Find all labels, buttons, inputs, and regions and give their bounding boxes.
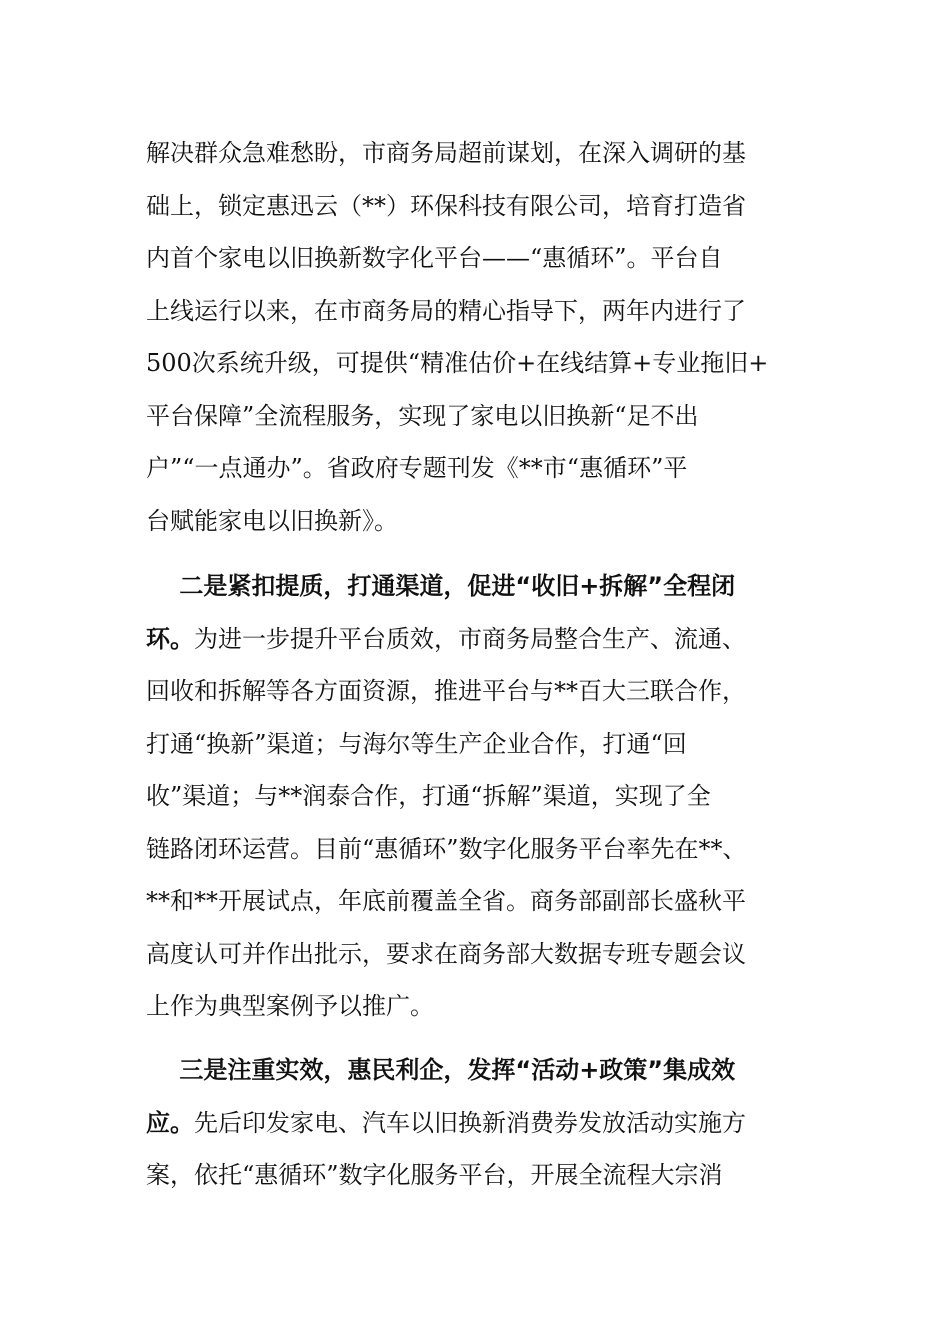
text-line: 上线运行以来，在市商务局的精心指导下，两年内进行了 [146, 296, 746, 325]
text-line: 收”渠道；与**润泰合作，打通“拆解”渠道，实现了全 [146, 782, 711, 810]
text-line: 回收和拆解等各方面资源，推进平台与**百大三联合作， [146, 677, 746, 705]
section-heading-end: 环。 [146, 624, 194, 653]
text-line-rest: 先后印发家电、汽车以旧换新消费券发放活动实施方 [194, 1108, 746, 1137]
text-line: 台赋能家电以旧换新》。 [146, 506, 398, 535]
section-heading: 三是注重实效，惠民利企，发挥“活动+政策”集成效 [146, 1056, 736, 1084]
text-line: 上作为典型案例予以推广。 [146, 992, 434, 1020]
text-line: **和**开展试点，年底前覆盖全省。商务部副部长盛秋平 [146, 887, 746, 915]
text-line: 500次系统升级，可提供“精准估价+在线结算+专业拖旧+ [146, 349, 769, 377]
text-line: 高度认可并作出批示，要求在商务部大数据专班专题会议 [146, 939, 746, 968]
text-line: 打通“换新”渠道；与海尔等生产企业合作，打通“回 [146, 729, 687, 758]
text-line: 平台保障”全流程服务，实现了家电以旧换新“足不出 [146, 401, 699, 430]
text-line: 内首个家电以旧换新数字化平台——“惠循环”。平台自 [146, 244, 723, 272]
text-line: 户”“一点通办”。省政府专题刊发《**市“惠循环”平 [146, 454, 688, 482]
text-line [146, 1097, 806, 1150]
section-heading-end: 应。 [146, 1108, 194, 1137]
text-line: 础上，锁定惠迅云（**）环保科技有限公司，培育打造省 [146, 191, 746, 220]
text-line-rest: 为进一步提升平台质效，市商务局整合生产、流通、 [194, 624, 746, 653]
text-line: 案，依托“惠循环”数字化服务平台，开展全流程大宗消 [146, 1161, 723, 1189]
paragraph-3 [146, 1044, 806, 1202]
text-line [146, 613, 806, 666]
paragraph-2 [146, 560, 806, 1033]
paragraph-1 [146, 127, 806, 547]
text-line: 解决群众急难愁盼，市商务局超前谋划，在深入调研的基 [146, 139, 746, 167]
text-line: 链路闭环运营。目前“惠循环”数字化服务平台率先在**、 [146, 834, 747, 863]
section-heading: 二是紧扣提质，打通渠道，促进“收旧+拆解”全程闭 [146, 572, 736, 600]
